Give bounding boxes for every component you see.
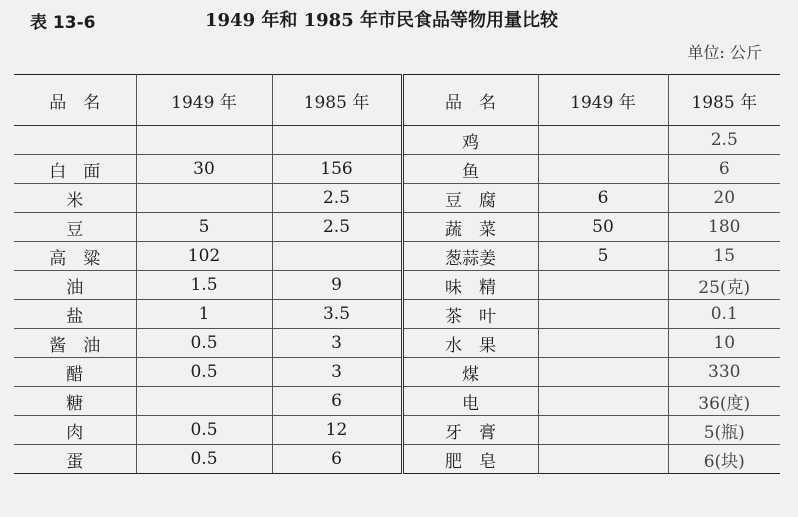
table-row bbox=[14, 300, 780, 329]
item-name-left: 蛋 bbox=[14, 445, 136, 474]
header-1949-right: 1949 年 bbox=[538, 75, 668, 126]
value-1949-left: 1.5 bbox=[136, 271, 272, 300]
value-1985-right: 180 bbox=[668, 213, 780, 242]
value-1949-right: 5 bbox=[538, 242, 668, 271]
table-title: 1949 年和 1985 年市民食品等物用量比较 bbox=[205, 10, 558, 31]
value-1985-left: 9 bbox=[272, 271, 402, 300]
value-1949-left: 0.5 bbox=[136, 416, 272, 445]
value-1985-right: 25(克) bbox=[668, 271, 780, 300]
item-name-right: 茶 叶 bbox=[402, 300, 538, 329]
value-1949-right bbox=[538, 387, 668, 416]
header-item-name-right: 品 名 bbox=[402, 75, 538, 126]
value-1985-left: 3 bbox=[272, 358, 402, 387]
item-name-right: 鸡 bbox=[402, 126, 538, 155]
value-1949-left bbox=[136, 184, 272, 213]
value-1949-left: 0.5 bbox=[136, 358, 272, 387]
value-1985-right: 2.5 bbox=[668, 126, 780, 155]
table-row bbox=[14, 242, 780, 271]
value-1949-left: 102 bbox=[136, 242, 272, 271]
table-row bbox=[14, 213, 780, 242]
table-row bbox=[14, 358, 780, 387]
item-name-left: 高 粱 bbox=[14, 242, 136, 271]
value-1949-left: 1 bbox=[136, 300, 272, 329]
item-name-right: 味 精 bbox=[402, 271, 538, 300]
value-1985-left bbox=[272, 242, 402, 271]
value-1949-right bbox=[538, 329, 668, 358]
value-1949-left: 30 bbox=[136, 155, 272, 184]
value-1985-left: 12 bbox=[272, 416, 402, 445]
value-1949-left: 0.5 bbox=[136, 445, 272, 474]
item-name-left: 豆 bbox=[14, 213, 136, 242]
item-name-left: 米 bbox=[14, 184, 136, 213]
value-1949-right bbox=[538, 416, 668, 445]
value-1985-right: 36(度) bbox=[668, 387, 780, 416]
item-name-right: 牙 膏 bbox=[402, 416, 538, 445]
value-1949-left: 5 bbox=[136, 213, 272, 242]
value-1985-left bbox=[272, 126, 402, 155]
value-1949-left: 0.5 bbox=[136, 329, 272, 358]
value-1985-left: 3.5 bbox=[272, 300, 402, 329]
value-1949-right: 50 bbox=[538, 213, 668, 242]
item-name-right: 电 bbox=[402, 387, 538, 416]
unit-label: 单位: 公斤 bbox=[687, 43, 762, 62]
table-row bbox=[14, 387, 780, 416]
value-1949-right bbox=[538, 300, 668, 329]
value-1985-right: 15 bbox=[668, 242, 780, 271]
value-1949-left bbox=[136, 387, 272, 416]
table-header-row bbox=[14, 75, 780, 126]
value-1985-left: 3 bbox=[272, 329, 402, 358]
value-1949-right bbox=[538, 445, 668, 474]
table-row bbox=[14, 126, 780, 155]
item-name-right: 豆 腐 bbox=[402, 184, 538, 213]
table-row bbox=[14, 445, 780, 474]
item-name-left: 肉 bbox=[14, 416, 136, 445]
header-item-name-left: 品 名 bbox=[14, 75, 136, 126]
value-1949-left bbox=[136, 126, 272, 155]
value-1985-right: 6 bbox=[668, 155, 780, 184]
item-name-right: 葱蒜姜 bbox=[402, 242, 538, 271]
item-name-right: 水 果 bbox=[402, 329, 538, 358]
table-number-label: 表 13-6 bbox=[30, 13, 96, 33]
item-name-left: 醋 bbox=[14, 358, 136, 387]
item-name-left: 盐 bbox=[14, 300, 136, 329]
value-1985-right: 0.1 bbox=[668, 300, 780, 329]
value-1985-right: 20 bbox=[668, 184, 780, 213]
value-1949-right bbox=[538, 358, 668, 387]
item-name-left: 白 面 bbox=[14, 155, 136, 184]
value-1985-left: 6 bbox=[272, 387, 402, 416]
item-name-left: 油 bbox=[14, 271, 136, 300]
item-name-left: 酱 油 bbox=[14, 329, 136, 358]
table-row bbox=[14, 155, 780, 184]
header-1985-left: 1985 年 bbox=[272, 75, 402, 126]
value-1985-right: 10 bbox=[668, 329, 780, 358]
value-1949-right: 6 bbox=[538, 184, 668, 213]
header-1949-left: 1949 年 bbox=[136, 75, 272, 126]
header-1985-right: 1985 年 bbox=[668, 75, 780, 126]
item-name-left bbox=[14, 126, 136, 155]
table-row bbox=[14, 329, 780, 358]
table-row bbox=[14, 271, 780, 300]
item-name-left: 糖 bbox=[14, 387, 136, 416]
table-row bbox=[14, 184, 780, 213]
value-1985-right: 5(瓶) bbox=[668, 416, 780, 445]
item-name-right: 鱼 bbox=[402, 155, 538, 184]
comparison-table bbox=[14, 74, 780, 474]
value-1949-right bbox=[538, 271, 668, 300]
value-1985-left: 6 bbox=[272, 445, 402, 474]
value-1985-left: 2.5 bbox=[272, 184, 402, 213]
item-name-right: 肥 皂 bbox=[402, 445, 538, 474]
value-1949-right bbox=[538, 126, 668, 155]
value-1985-right: 6(块) bbox=[668, 445, 780, 474]
value-1985-left: 2.5 bbox=[272, 213, 402, 242]
value-1949-right bbox=[538, 155, 668, 184]
value-1985-left: 156 bbox=[272, 155, 402, 184]
item-name-right: 煤 bbox=[402, 358, 538, 387]
value-1985-right: 330 bbox=[668, 358, 780, 387]
table-row bbox=[14, 416, 780, 445]
item-name-right: 蔬 菜 bbox=[402, 213, 538, 242]
